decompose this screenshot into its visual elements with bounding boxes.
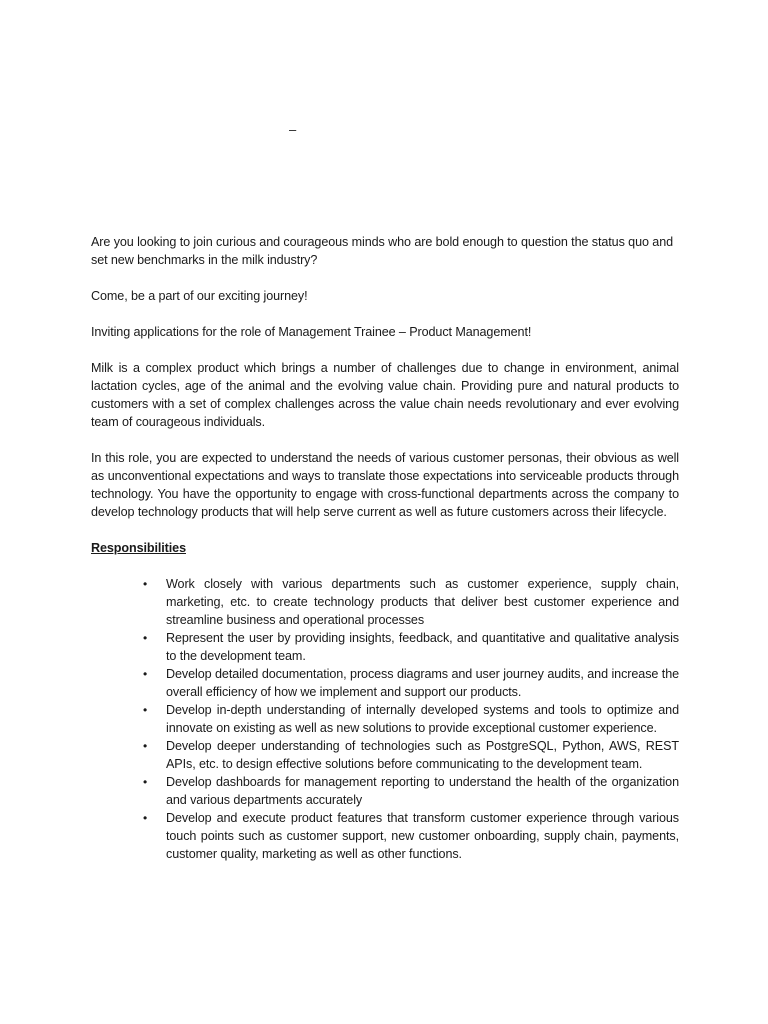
milk-paragraph: Milk is a complex product which brings a number of challenges due to change in environment, animal lactation cycles, age of the animal and the evolving value chain. Providing pure and natural products to customers with a set of complex challenges across the value chain needs revolutionary and ever evolving team of courageous individuals.	[91, 361, 679, 429]
list-item	[91, 575, 679, 629]
bullet-icon: •	[143, 631, 148, 645]
responsibilities-list	[91, 575, 679, 863]
list-item-text: Develop detailed documentation, process diagrams and user journey audits, and increase the overall efficiency of how we implement and support our products.	[166, 667, 679, 699]
bullet-icon: •	[143, 775, 148, 789]
bullet-icon: •	[143, 811, 148, 825]
list-item	[91, 629, 679, 665]
role-paragraph: In this role, you are expected to understand the needs of various customer personas, their obvious as well as unconventional expectations and ways to translate those expectations into serviceable products through technology. You have the opportunity to engage with cross-functional departments across the company to develop technology products that will help serve current as well as future customers across their lifecycle.	[91, 451, 679, 519]
bullet-icon: •	[143, 577, 148, 591]
list-item	[91, 701, 679, 737]
bullet-icon: •	[143, 667, 148, 681]
list-item-text: Develop and execute product features that transform customer experience through various touch points such as customer support, new customer onboarding, supply chain, payments, customer quality, marketing as well as other functions.	[166, 811, 679, 861]
list-item	[91, 773, 679, 809]
bullet-icon: •	[143, 739, 148, 753]
header-dash: –	[289, 122, 297, 137]
list-item-text: Develop in-depth understanding of internally developed systems and tools to optimize and innovate on existing as well as new solutions to provide exceptional customer experience.	[166, 703, 679, 735]
responsibilities-heading: Responsibilities	[91, 541, 186, 555]
intro-role-line: Inviting applications for the role of Management Trainee – Product Management!	[91, 325, 532, 339]
list-item	[91, 809, 679, 863]
intro-journey: Come, be a part of our exciting journey!	[91, 289, 308, 303]
list-item-text: Work closely with various departments such as customer experience, supply chain, marketing, etc. to create technology products that deliver best customer experience and streamline business and operational processes	[166, 577, 679, 627]
list-item	[91, 737, 679, 773]
list-item-text: Represent the user by providing insights, feedback, and quantitative and qualitative analysis to the development team.	[166, 631, 679, 663]
list-item	[91, 665, 679, 701]
bullet-icon: •	[143, 703, 148, 717]
list-item-text: Develop deeper understanding of technologies such as PostgreSQL, Python, AWS, REST APIs, etc. to design effective solutions before communicating to the development team.	[166, 739, 679, 771]
document-body	[91, 233, 679, 863]
list-item-text: Develop dashboards for management reporting to understand the health of the organization and various departments accurately	[166, 775, 679, 807]
intro-question: Are you looking to join curious and courageous minds who are bold enough to question the status quo and set new benchmarks in the milk industry?	[91, 235, 674, 267]
